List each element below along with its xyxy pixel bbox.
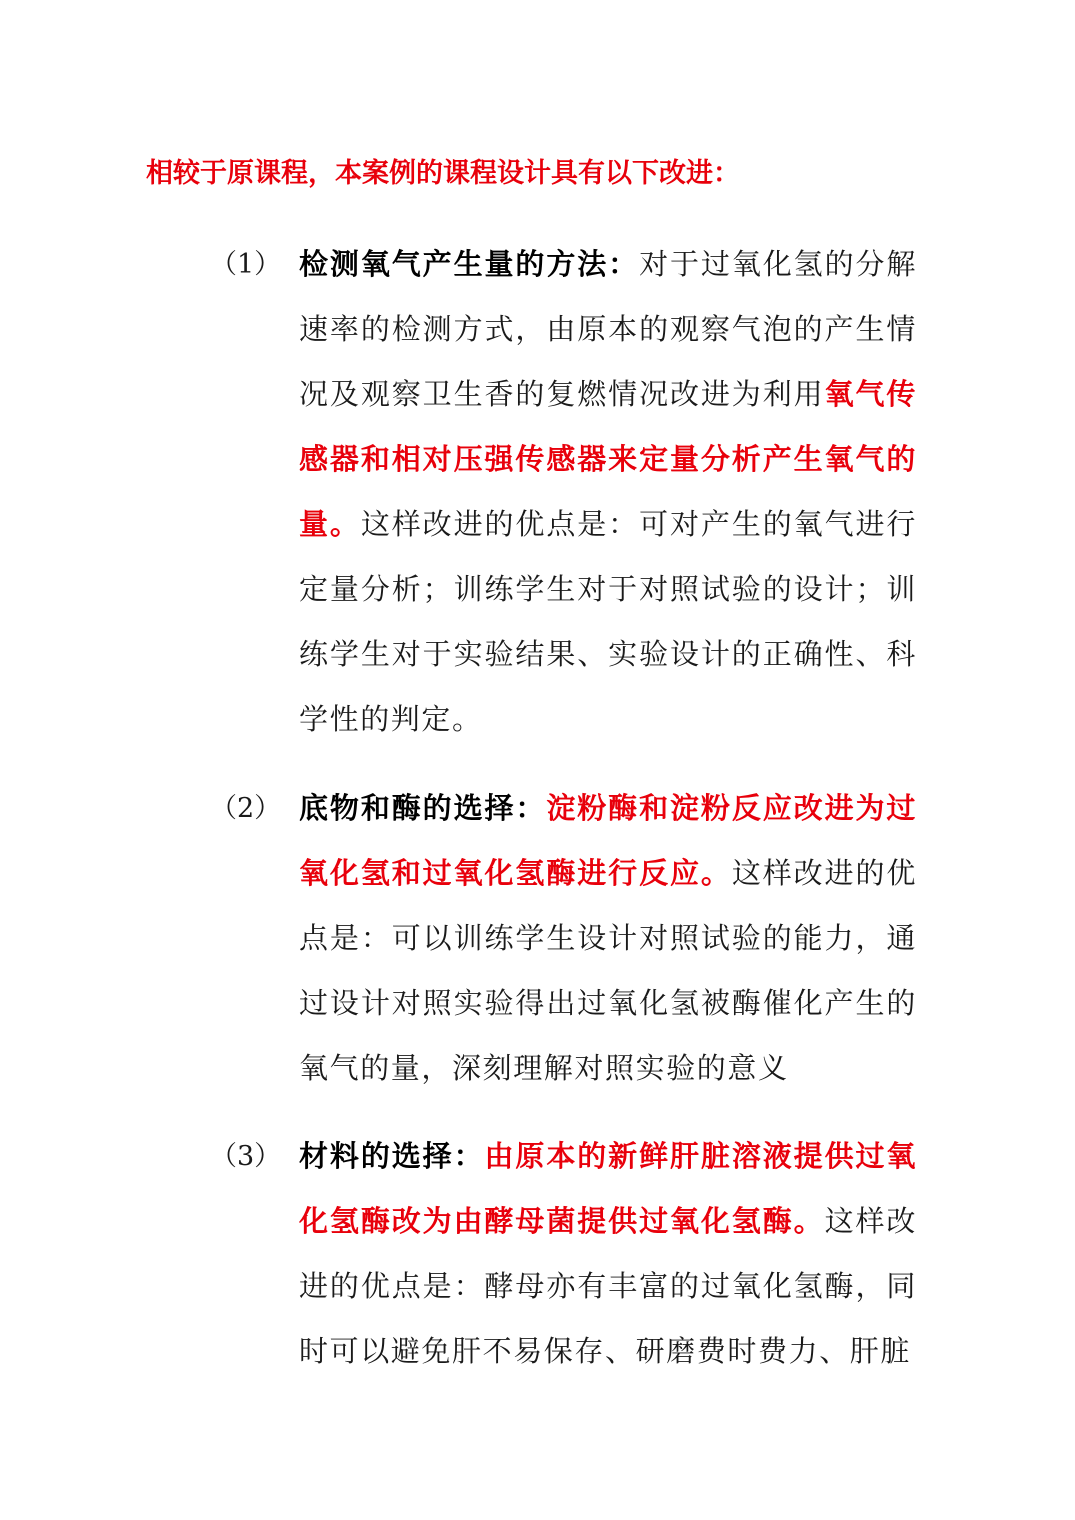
item-text-after: 这样改进的优点是：可以训练学生设计对照试验的能力，通过设计对照实验得出过氧化氢被酶催化产生的氧气的量，深刻理解对照实验的意义	[299, 856, 917, 1085]
item-highlight: 由原本的新鲜肝脏溶液提供过氧化氢酶改为由酵母菌提供过氧化氢酶。	[299, 1139, 917, 1238]
item-number: （1）	[210, 249, 282, 280]
item-number: （2）	[210, 793, 282, 824]
section-heading: 相较于原课程，本案例的课程设计具有以下改进：	[146, 158, 740, 189]
item-highlight: 淀粉酶和淀粉反应改进为过氧化氢和过氧化氢酶进行反应。	[299, 791, 917, 890]
item-body	[299, 232, 917, 752]
item-text-after: 这样改进的优点是：酵母亦有丰富的过氧化氢酶，同时可以避免肝不易保存、研磨费时费力、肝脏	[299, 1204, 917, 1368]
item-label: 检测氧气产生量的方法：	[299, 247, 640, 281]
item-number: （3）	[210, 1141, 282, 1172]
item-text-after: 这样改进的优点是：可对产生的氧气进行定量分析；训练学生对于对照试验的设计；训练学生对于实验结果、实验设计的正确性、科学性的判定。	[299, 507, 917, 736]
item-label: 底物和酶的选择：	[299, 791, 547, 825]
item-text-before: 对于过氧化氢的分解速率的检测方式，由原本的观察气泡的产生情况及观察卫生香的复燃情况改进为利用	[299, 247, 917, 411]
item-highlight: 氧气传感器和相对压强传感器来定量分析产生氧气的量。	[299, 377, 917, 541]
item-body	[299, 776, 917, 1101]
item-body	[299, 1124, 917, 1384]
item-label: 材料的选择：	[299, 1139, 485, 1173]
